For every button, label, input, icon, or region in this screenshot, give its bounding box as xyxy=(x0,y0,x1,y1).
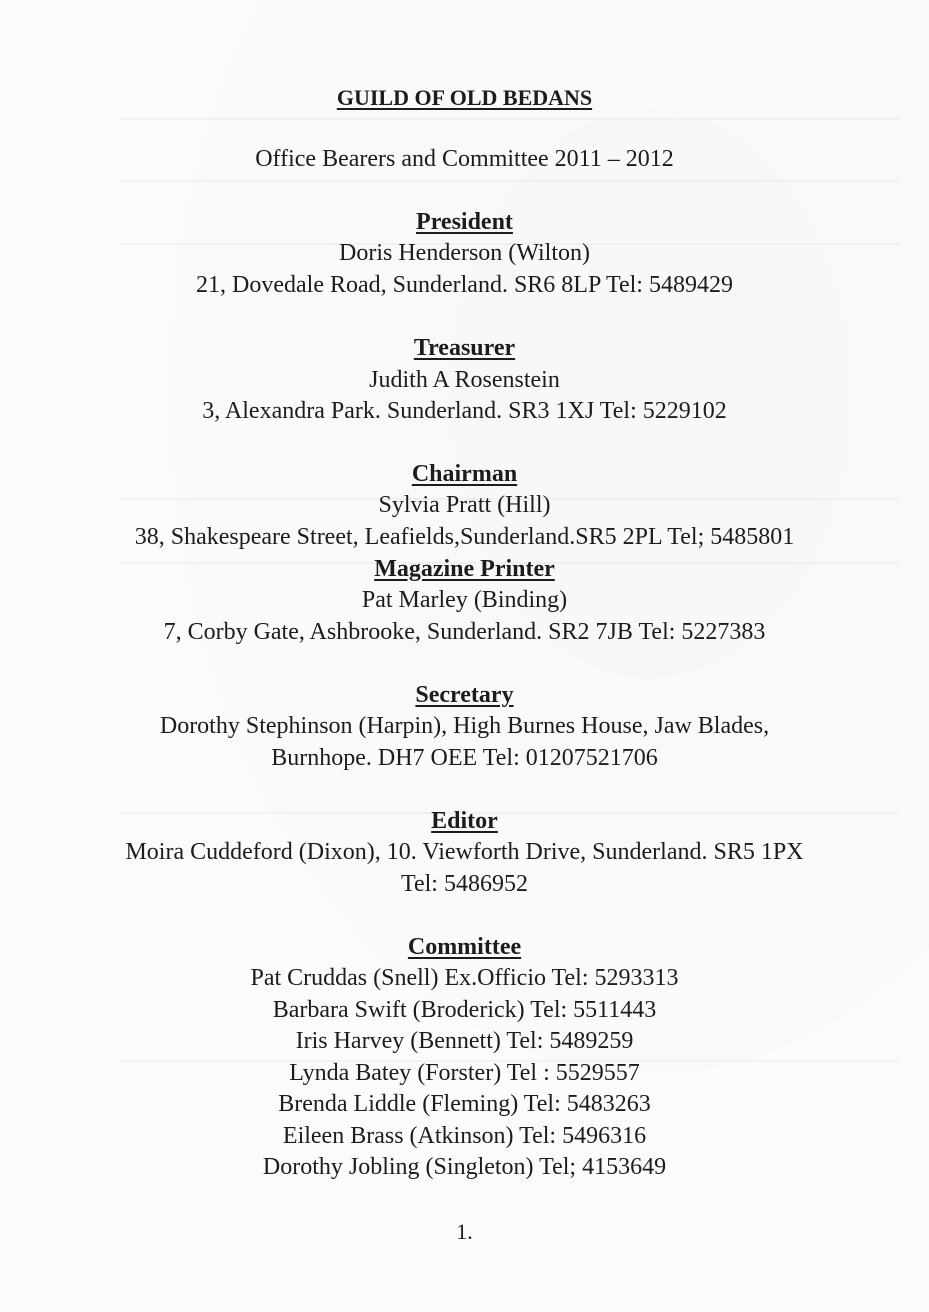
secretary-heading: Secretary xyxy=(415,682,514,708)
committee-member: Eileen Brass (Atkinson) Tel: 5496316 xyxy=(282,1123,647,1149)
show-through-line xyxy=(120,118,900,120)
secretary-address: Burnhope. DH7 OEE Tel: 01207521706 xyxy=(271,745,658,771)
editor-heading: Editor xyxy=(431,808,498,834)
treasurer-name: Judith A Rosenstein xyxy=(369,367,560,393)
magazine-printer-address: 7, Corby Gate, Ashbrooke, Sunderland. SR2 7JB Tel: 5227383 xyxy=(163,619,766,645)
president-name: Doris Henderson (Wilton) xyxy=(339,240,590,266)
chairman-heading: Chairman xyxy=(411,461,518,487)
editor-phone: Tel: 5486952 xyxy=(401,871,528,897)
committee-member: Barbara Swift (Broderick) Tel: 5511443 xyxy=(272,997,657,1023)
committee-member: Lynda Batey (Forster) Tel : 5529557 xyxy=(289,1060,640,1086)
document-title: GUILD OF OLD BEDANS xyxy=(336,85,593,110)
editor-name: Moira Cuddeford (Dixon), 10. Viewforth Drive, Sunderland. SR5 1PX xyxy=(125,839,804,865)
show-through-line xyxy=(120,180,900,182)
committee-member: Brenda Liddle (Fleming) Tel: 5483263 xyxy=(278,1091,651,1117)
committee-member: Pat Cruddas (Snell) Ex.Officio Tel: 5293313 xyxy=(250,965,679,991)
committee-member: Dorothy Jobling (Singleton) Tel; 4153649 xyxy=(262,1154,667,1180)
page-number: 1. xyxy=(456,1219,473,1244)
president-heading: President xyxy=(416,209,513,235)
magazine-printer-heading: Magazine Printer xyxy=(374,556,555,582)
committee-member: Iris Harvey (Bennett) Tel: 5489259 xyxy=(295,1028,634,1054)
chairman-name: Sylvia Pratt (Hill) xyxy=(378,492,551,518)
treasurer-heading: Treasurer xyxy=(413,335,516,361)
president-address: 21, Dovedale Road, Sunderland. SR6 8LP Tel: 5489429 xyxy=(196,272,733,298)
chairman-address: 38, Shakespeare Street, Leafields,Sunderland.SR5 2PL Tel; 5485801 xyxy=(134,524,795,550)
document-subtitle: Office Bearers and Committee 2011 – 2012 xyxy=(255,146,674,172)
committee-heading: Committee xyxy=(407,934,522,960)
secretary-name: Dorothy Stephinson (Harpin), High Burnes House, Jaw Blades, xyxy=(159,713,770,739)
treasurer-address: 3, Alexandra Park. Sunderland. SR3 1XJ Tel: 5229102 xyxy=(202,398,727,424)
magazine-printer-name: Pat Marley (Binding) xyxy=(361,587,568,613)
